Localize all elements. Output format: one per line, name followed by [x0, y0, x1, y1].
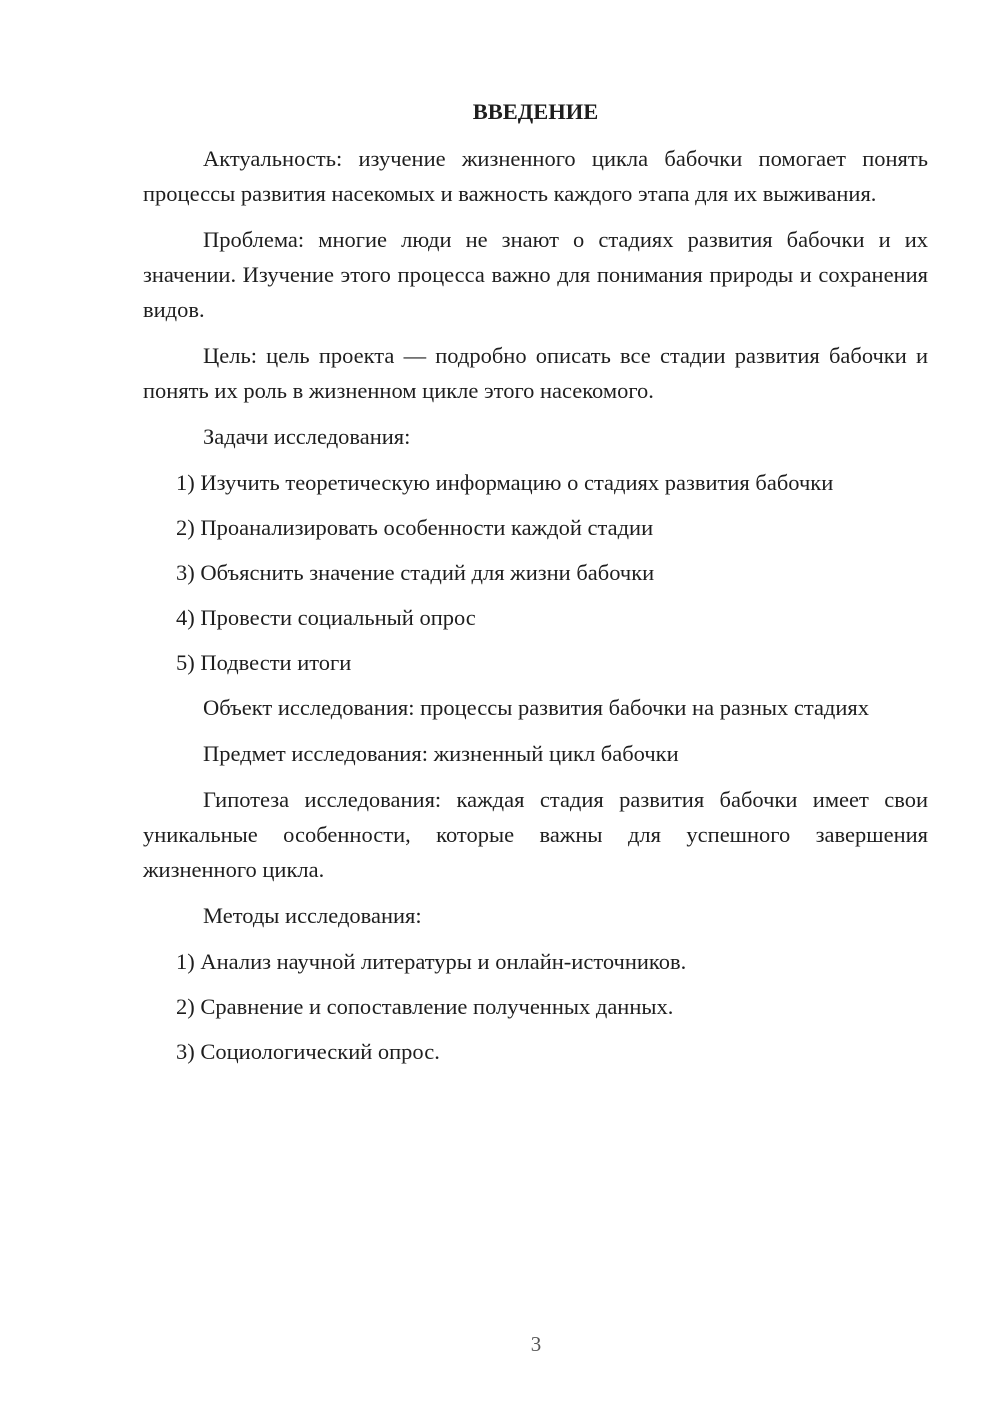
method-item: 3) Социологический опрос.	[176, 1039, 440, 1064]
task-item: 4) Провести социальный опрос	[176, 605, 476, 630]
goal-paragraph: Цель: цель проекта — подробно описать все стадии развития бабочки и понять их роль в жизненном цикле этого насекомого.	[143, 343, 928, 403]
object-paragraph: Объект исследования: процессы развития бабочки на разных стадиях	[203, 695, 870, 720]
task-item: 3) Объяснить значение стадий для жизни бабочки	[176, 560, 655, 585]
relevance-paragraph: Актуальность: изучение жизненного цикла бабочки помогает понять процессы развития насекомых и важность каждого этапа для их выживания.	[143, 146, 928, 206]
task-item: 1) Изучить теоретическую информацию о стадиях развития бабочки	[176, 470, 834, 495]
document-body	[143, 94, 928, 1079]
task-item: 2) Проанализировать особенности каждой стадии	[176, 515, 654, 540]
methods-title: Методы исследования:	[203, 903, 422, 928]
method-item: 2) Сравнение и сопоставление полученных данных.	[176, 994, 674, 1019]
method-item: 1) Анализ научной литературы и онлайн-источников.	[176, 949, 687, 974]
page-number: 3	[530, 1332, 542, 1356]
problem-paragraph: Проблема: многие люди не знают о стадиях развития бабочки и их значении. Изучение этого процесса важно для понимания природы и сохранения видов.	[143, 227, 928, 322]
tasks-title: Задачи исследования:	[203, 424, 411, 449]
section-heading: ВВЕДЕНИЕ	[472, 99, 599, 124]
task-item: 5) Подвести итоги	[176, 650, 352, 675]
hypothesis-paragraph: Гипотеза исследования: каждая стадия развития бабочки имеет свои уникальные особенности, которые важны для успешного завершения жизненного цикла.	[143, 787, 928, 882]
subject-paragraph: Предмет исследования: жизненный цикл бабочки	[203, 741, 679, 766]
